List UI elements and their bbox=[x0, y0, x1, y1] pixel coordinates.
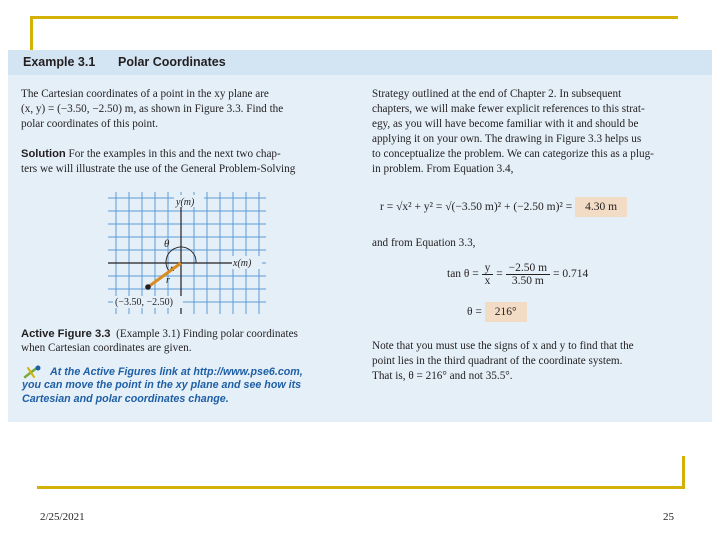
figure-3-3 bbox=[108, 192, 266, 314]
example-title: Polar Coordinates bbox=[118, 55, 226, 69]
active-figure-icon bbox=[22, 364, 44, 382]
tan-result: = 0.714 bbox=[552, 268, 589, 281]
frame-bottom-line bbox=[37, 486, 685, 489]
note-line: Note that you must use the signs of x and y to find that the bbox=[372, 340, 634, 352]
figure-background bbox=[108, 192, 266, 314]
note-paragraph bbox=[372, 339, 634, 384]
problem-line: The Cartesian coordinates of a point in the xy plane are bbox=[21, 88, 269, 100]
active-figures-line: you can move the point in the xy plane and see how its bbox=[22, 379, 302, 392]
solution-label: Solution bbox=[21, 148, 66, 160]
slide-page-number: 25 bbox=[663, 511, 674, 523]
theta-equation bbox=[467, 306, 527, 318]
tan-numerator-y: y bbox=[482, 262, 494, 275]
tan-denominator-value: 3.50 m bbox=[511, 275, 544, 287]
solution-paragraph bbox=[21, 147, 295, 177]
problem-line: (x, y) = (−3.50, −2.50) m, as shown in Figure 3.3. Find the bbox=[21, 103, 284, 115]
frame-right-line bbox=[682, 456, 685, 489]
active-figures-line[interactable]: At the Active Figures link at http://www.pse6.com, bbox=[50, 366, 303, 378]
tan-numerator-value: −2.50 m bbox=[506, 262, 550, 275]
slide-date: 2/25/2021 bbox=[40, 511, 85, 523]
point-marker bbox=[145, 284, 151, 290]
figure-caption bbox=[21, 327, 351, 355]
value-fraction bbox=[506, 262, 550, 287]
tan-denominator-x: x bbox=[484, 275, 491, 287]
strategy-line: applying it on your own. The drawing in Figure 3.3 helps us bbox=[372, 133, 642, 145]
example-title-bar bbox=[8, 50, 712, 75]
caption-line: (Example 3.1) Finding polar coordinates bbox=[116, 328, 298, 340]
from-equation-line: and from Equation 3.3, bbox=[372, 237, 476, 249]
y-over-x-fraction bbox=[482, 262, 494, 287]
theta-lhs: θ = bbox=[467, 306, 482, 318]
active-figures-line: Cartesian and polar coordinates change. bbox=[22, 392, 229, 405]
note-line: point lies in the third quadrant of the coordinate system. bbox=[372, 355, 623, 367]
x-axis-label: x(m) bbox=[233, 258, 252, 269]
r-equation-lhs: r = √x² + y² = √(−3.50 m)² + (−2.50 m)² = bbox=[380, 201, 573, 213]
caption-label: Active Figure 3.3 bbox=[21, 328, 111, 340]
from-equation-text bbox=[372, 236, 475, 251]
solution-line: ters we will illustrate the use of the General Problem-Solving bbox=[21, 163, 296, 175]
point-label: (−3.50, −2.50) bbox=[115, 297, 173, 308]
theta-label: θ bbox=[164, 238, 170, 250]
note-line: That is, θ = 216° and not 35.5°. bbox=[372, 370, 513, 382]
solution-line: For the examples in this and the next two chap- bbox=[68, 148, 281, 160]
strategy-paragraph bbox=[372, 87, 654, 177]
strategy-line: Strategy outlined at the end of Chapter 2. In subsequent bbox=[372, 88, 622, 100]
tan-equals: = bbox=[496, 268, 503, 281]
strategy-line: egy, as you will have become familiar with it and should be bbox=[372, 118, 639, 130]
coordinate-grid-figure bbox=[108, 192, 266, 314]
problem-statement bbox=[21, 87, 283, 132]
r-label: r bbox=[166, 275, 170, 286]
strategy-line: to conceptualize the problem. We can categorize this as a plug- bbox=[372, 148, 654, 160]
tan-lhs: tan θ = bbox=[447, 268, 479, 281]
active-figures-note bbox=[22, 366, 303, 406]
problem-line: polar coordinates of this point. bbox=[21, 118, 159, 130]
tan-equation bbox=[447, 262, 588, 287]
r-equation bbox=[380, 201, 627, 213]
r-result-highlight: 4.30 m bbox=[575, 197, 627, 217]
strategy-line: in problem. From Equation 3.4, bbox=[372, 163, 514, 175]
caption-line: when Cartesian coordinates are given. bbox=[21, 342, 192, 354]
frame-top-line bbox=[30, 16, 678, 19]
strategy-line: chapters, we will make fewer explicit references to this strat- bbox=[372, 103, 645, 115]
y-axis-label: y(m) bbox=[176, 197, 195, 208]
example-number: Example 3.1 bbox=[23, 55, 96, 69]
theta-result-highlight: 216° bbox=[485, 302, 527, 322]
frame-left-line bbox=[30, 16, 33, 50]
